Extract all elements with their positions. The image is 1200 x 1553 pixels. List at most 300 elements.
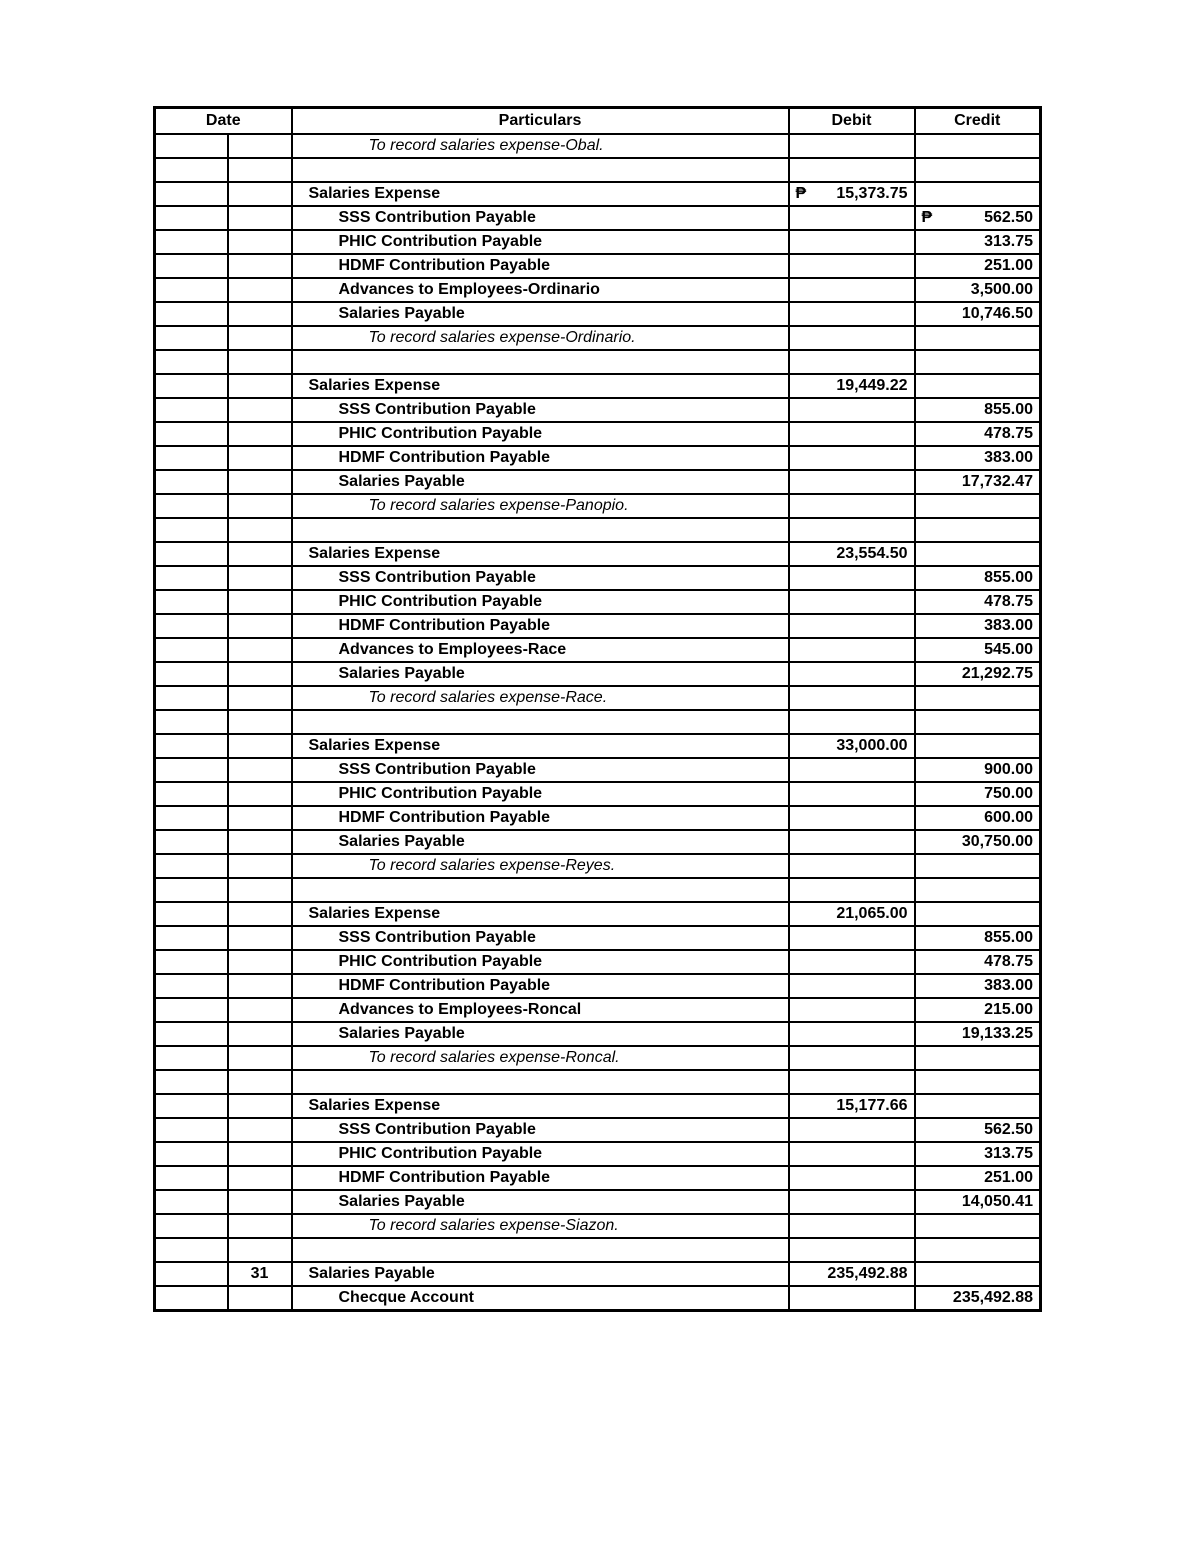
journal-row: [155, 1262, 1041, 1286]
day-cell: [228, 278, 292, 302]
particulars-cell: [292, 254, 789, 278]
memo-text: To record salaries expense-Race.: [368, 689, 608, 706]
credit-cell-value: 313.75: [984, 1145, 1033, 1162]
credit-cell: [915, 1238, 1041, 1262]
account-name: Salaries Payable: [338, 473, 465, 490]
credit-cell-value: 478.75: [984, 593, 1033, 610]
month-cell: [155, 542, 228, 566]
month-cell: [155, 710, 228, 734]
debit-cell-value: 21,065.00: [836, 905, 908, 922]
day-cell: [228, 1142, 292, 1166]
credit-cell: [915, 134, 1041, 158]
credit-cell: [915, 950, 1041, 974]
debit-cell: [789, 1094, 915, 1118]
debit-cell: [789, 422, 915, 446]
debit-cell: [789, 1286, 915, 1311]
particulars-cell: [292, 542, 789, 566]
credit-cell: [915, 350, 1041, 374]
particulars-cell: [292, 1214, 789, 1238]
account-name: Salaries Payable: [338, 665, 465, 682]
account-name: PHIC Contribution Payable: [338, 425, 543, 442]
particulars-cell: [292, 566, 789, 590]
credit-cell: [915, 470, 1041, 494]
month-cell: [155, 134, 228, 158]
month-cell: [155, 350, 228, 374]
memo-row: [155, 1214, 1041, 1238]
credit-cell-value: 900.00: [984, 761, 1033, 778]
month-cell: [155, 1238, 228, 1262]
journal-row: [155, 806, 1041, 830]
credit-cell-value: 383.00: [984, 449, 1033, 466]
month-cell: [155, 1214, 228, 1238]
day-cell: [228, 590, 292, 614]
month-cell: [155, 230, 228, 254]
day-cell: 31: [228, 1262, 292, 1286]
journal-row: [155, 422, 1041, 446]
blank-row: [155, 1238, 1041, 1262]
memo-row: [155, 326, 1041, 350]
journal-row: [155, 974, 1041, 998]
credit-cell-value: 545.00: [984, 641, 1033, 658]
credit-cell: [915, 398, 1041, 422]
month-cell: [155, 494, 228, 518]
particulars-cell: [292, 302, 789, 326]
day-cell: [228, 830, 292, 854]
day-cell: [228, 134, 292, 158]
day-cell: [228, 926, 292, 950]
debit-cell: [789, 638, 915, 662]
particulars-cell: [292, 998, 789, 1022]
day-cell: [228, 950, 292, 974]
account-name: Salaries Expense: [308, 905, 441, 922]
day-cell: [228, 854, 292, 878]
month-cell: [155, 830, 228, 854]
month-cell: [155, 854, 228, 878]
credit-cell: [915, 422, 1041, 446]
particulars-header: Particulars: [292, 108, 789, 135]
journal-row: [155, 446, 1041, 470]
account-name: SSS Contribution Payable: [338, 401, 536, 418]
credit-cell-value: 600.00: [984, 809, 1033, 826]
debit-cell: [789, 470, 915, 494]
day-cell: [228, 398, 292, 422]
particulars-cell: [292, 854, 789, 878]
debit-cell: [789, 806, 915, 830]
debit-cell: [789, 878, 915, 902]
journal-row: [155, 830, 1041, 854]
particulars-cell: [292, 470, 789, 494]
account-name: SSS Contribution Payable: [338, 1121, 536, 1138]
debit-cell: [789, 134, 915, 158]
journal-row: [155, 662, 1041, 686]
particulars-cell: [292, 662, 789, 686]
debit-cell: [789, 542, 915, 566]
credit-cell: [915, 758, 1041, 782]
day-cell: [228, 710, 292, 734]
account-name: Salaries Payable: [338, 1193, 465, 1210]
journal-row: [155, 590, 1041, 614]
journal-row: [155, 1094, 1041, 1118]
credit-cell: [915, 1190, 1041, 1214]
credit-cell-value: 855.00: [984, 401, 1033, 418]
memo-text: To record salaries expense-Obal.: [368, 137, 604, 154]
credit-cell: [915, 686, 1041, 710]
credit-cell: [915, 566, 1041, 590]
month-cell: [155, 998, 228, 1022]
credit-cell-value: 478.75: [984, 953, 1033, 970]
debit-cell: [789, 926, 915, 950]
journal-row: [155, 614, 1041, 638]
credit-cell: [915, 998, 1041, 1022]
day-cell: [228, 1214, 292, 1238]
journal-row: [155, 542, 1041, 566]
debit-cell: [789, 1214, 915, 1238]
day-cell: [228, 1070, 292, 1094]
journal-body: [155, 134, 1041, 1311]
day-cell: [228, 422, 292, 446]
particulars-cell: [292, 206, 789, 230]
credit-cell: [915, 830, 1041, 854]
currency-symbol: ₱: [795, 185, 807, 202]
day-cell: [228, 326, 292, 350]
journal-row: [155, 1286, 1041, 1311]
credit-cell: [915, 590, 1041, 614]
credit-cell: [915, 1286, 1041, 1311]
day-cell: [228, 518, 292, 542]
blank-row: [155, 518, 1041, 542]
debit-cell-value: 23,554.50: [836, 545, 908, 562]
particulars-cell: [292, 230, 789, 254]
credit-cell: [915, 806, 1041, 830]
day-cell: [228, 1046, 292, 1070]
debit-cell-value: 19,449.22: [836, 377, 908, 394]
particulars-cell: [292, 374, 789, 398]
memo-row: [155, 134, 1041, 158]
journal-row: [155, 206, 1041, 230]
credit-cell: [915, 1094, 1041, 1118]
credit-cell: [915, 254, 1041, 278]
credit-cell-value: 251.00: [984, 257, 1033, 274]
debit-cell: [789, 1022, 915, 1046]
account-name: HDMF Contribution Payable: [338, 1169, 551, 1186]
account-name: Salaries Payable: [338, 305, 465, 322]
particulars-cell: [292, 710, 789, 734]
account-name: HDMF Contribution Payable: [338, 809, 551, 826]
memo-row: [155, 494, 1041, 518]
day-cell: [228, 1094, 292, 1118]
day-cell: [228, 302, 292, 326]
month-cell: [155, 1190, 228, 1214]
debit-cell: [789, 398, 915, 422]
particulars-cell: [292, 1142, 789, 1166]
account-name: Advances to Employees-Roncal: [338, 1001, 582, 1018]
particulars-cell: [292, 1118, 789, 1142]
debit-cell: [789, 710, 915, 734]
particulars-cell: [292, 182, 789, 206]
debit-cell: [789, 1166, 915, 1190]
account-name: Salaries Expense: [308, 377, 441, 394]
day-cell: [228, 902, 292, 926]
month-cell: [155, 974, 228, 998]
month-cell: [155, 422, 228, 446]
credit-cell-value: 10,746.50: [961, 305, 1033, 322]
debit-cell: [789, 1190, 915, 1214]
journal-row: [155, 230, 1041, 254]
debit-cell: [789, 1142, 915, 1166]
account-name: Salaries Expense: [308, 737, 441, 754]
journal-row: [155, 1118, 1041, 1142]
blank-row: [155, 878, 1041, 902]
particulars-cell: [292, 518, 789, 542]
journal-row: [155, 1142, 1041, 1166]
credit-cell: [915, 710, 1041, 734]
credit-cell: [915, 854, 1041, 878]
month-cell: [155, 782, 228, 806]
account-name: Salaries Expense: [308, 1097, 441, 1114]
month-cell: [155, 326, 228, 350]
credit-cell-value: 313.75: [984, 233, 1033, 250]
debit-cell: [789, 1046, 915, 1070]
day-cell: [228, 614, 292, 638]
credit-cell: [915, 902, 1041, 926]
account-name: PHIC Contribution Payable: [338, 953, 543, 970]
particulars-cell: [292, 974, 789, 998]
day-cell: [228, 734, 292, 758]
credit-cell: [915, 1166, 1041, 1190]
debit-cell: [789, 974, 915, 998]
day-cell: [228, 662, 292, 686]
month-cell: [155, 926, 228, 950]
account-name: Salaries Expense: [308, 185, 441, 202]
credit-cell-value: 383.00: [984, 617, 1033, 634]
day-cell: [228, 446, 292, 470]
month-cell: [155, 398, 228, 422]
credit-cell-value: 478.75: [984, 425, 1033, 442]
memo-text: To record salaries expense-Panopio.: [368, 497, 629, 514]
credit-cell: [915, 446, 1041, 470]
month-cell: [155, 1262, 228, 1286]
credit-cell: [915, 782, 1041, 806]
particulars-cell: [292, 326, 789, 350]
particulars-cell: [292, 902, 789, 926]
particulars-cell: [292, 1166, 789, 1190]
account-name: Advances to Employees-Ordinario: [338, 281, 600, 298]
journal-row: [155, 734, 1041, 758]
credit-cell: [915, 158, 1041, 182]
debit-cell: [789, 230, 915, 254]
journal-row: [155, 374, 1041, 398]
debit-cell: [789, 782, 915, 806]
journal-row: [155, 758, 1041, 782]
debit-cell-value: 33,000.00: [836, 737, 908, 754]
month-cell: [155, 1286, 228, 1311]
credit-cell-value: 21,292.75: [961, 665, 1033, 682]
journal-row: [155, 782, 1041, 806]
credit-cell: [915, 878, 1041, 902]
credit-cell-value: 215.00: [984, 1001, 1033, 1018]
memo-text: To record salaries expense-Reyes.: [368, 857, 616, 874]
month-cell: [155, 374, 228, 398]
day-cell: [228, 638, 292, 662]
debit-cell: [789, 950, 915, 974]
account-name: Salaries Expense: [308, 545, 441, 562]
month-cell: [155, 734, 228, 758]
debit-cell: [789, 686, 915, 710]
month-cell: [155, 1118, 228, 1142]
debit-cell-value: 15,177.66: [836, 1097, 908, 1114]
day-cell: [228, 494, 292, 518]
date-header: Date: [155, 108, 292, 135]
account-name: HDMF Contribution Payable: [338, 449, 551, 466]
day-cell: [228, 878, 292, 902]
month-cell: [155, 206, 228, 230]
debit-cell: [789, 350, 915, 374]
debit-cell: [789, 1238, 915, 1262]
account-name: SSS Contribution Payable: [338, 761, 536, 778]
day-cell: [228, 350, 292, 374]
credit-cell-value: 235,492.88: [952, 1289, 1033, 1306]
credit-cell: [915, 734, 1041, 758]
credit-cell: [915, 638, 1041, 662]
particulars-cell: [292, 638, 789, 662]
month-cell: [155, 1166, 228, 1190]
blank-row: [155, 710, 1041, 734]
particulars-cell: [292, 926, 789, 950]
debit-cell: [789, 566, 915, 590]
particulars-cell: [292, 422, 789, 446]
month-cell: [155, 302, 228, 326]
account-name: Salaries Payable: [338, 1025, 465, 1042]
debit-cell: [789, 254, 915, 278]
month-cell: [155, 590, 228, 614]
journal-row: [155, 398, 1041, 422]
particulars-cell: [292, 878, 789, 902]
month-cell: [155, 662, 228, 686]
credit-cell-value: 30,750.00: [961, 833, 1033, 850]
credit-cell: [915, 926, 1041, 950]
credit-cell-value: 855.00: [984, 569, 1033, 586]
month-cell: [155, 1070, 228, 1094]
month-cell: [155, 158, 228, 182]
month-cell: [155, 1022, 228, 1046]
particulars-cell: [292, 446, 789, 470]
debit-cell: [789, 326, 915, 350]
account-name: SSS Contribution Payable: [338, 209, 536, 226]
debit-cell: [789, 590, 915, 614]
credit-cell-value: 383.00: [984, 977, 1033, 994]
credit-cell: [915, 1214, 1041, 1238]
particulars-cell: [292, 686, 789, 710]
blank-row: [155, 350, 1041, 374]
debit-cell: [789, 494, 915, 518]
month-cell: [155, 518, 228, 542]
journal-row: [155, 302, 1041, 326]
credit-cell: [915, 974, 1041, 998]
credit-cell: [915, 1070, 1041, 1094]
debit-cell: [789, 614, 915, 638]
debit-cell: [789, 1262, 915, 1286]
day-cell: [228, 566, 292, 590]
particulars-cell: [292, 614, 789, 638]
debit-cell-value: 235,492.88: [827, 1265, 908, 1282]
credit-cell: [915, 1142, 1041, 1166]
month-cell: [155, 566, 228, 590]
debit-cell: [789, 374, 915, 398]
month-cell: [155, 950, 228, 974]
month-cell: [155, 1046, 228, 1070]
debit-cell: [789, 446, 915, 470]
debit-cell: [789, 734, 915, 758]
account-name: HDMF Contribution Payable: [338, 617, 551, 634]
memo-text: To record salaries expense-Siazon.: [368, 1217, 619, 1234]
particulars-cell: [292, 734, 789, 758]
journal-row: [155, 470, 1041, 494]
debit-cell: [789, 302, 915, 326]
month-cell: [155, 446, 228, 470]
journal-table: [153, 106, 1042, 1312]
memo-text: To record salaries expense-Ordinario.: [368, 329, 636, 346]
day-cell: [228, 182, 292, 206]
debit-cell: [789, 158, 915, 182]
particulars-cell: [292, 1262, 789, 1286]
credit-cell: [915, 326, 1041, 350]
account-name: SSS Contribution Payable: [338, 929, 536, 946]
debit-cell: [789, 278, 915, 302]
debit-cell: [789, 1118, 915, 1142]
credit-cell: [915, 302, 1041, 326]
credit-cell: [915, 518, 1041, 542]
particulars-cell: [292, 1046, 789, 1070]
credit-cell: [915, 1118, 1041, 1142]
journal-row: [155, 254, 1041, 278]
debit-cell: [789, 206, 915, 230]
credit-cell-value: 251.00: [984, 1169, 1033, 1186]
account-name: Advances to Employees-Race: [338, 641, 567, 658]
memo-row: [155, 1046, 1041, 1070]
credit-cell-value: 750.00: [984, 785, 1033, 802]
blank-row: [155, 1070, 1041, 1094]
day-cell: [228, 974, 292, 998]
day-cell: [228, 806, 292, 830]
day-cell: [228, 230, 292, 254]
memo-row: [155, 686, 1041, 710]
memo-text: To record salaries expense-Roncal.: [368, 1049, 620, 1066]
account-name: Salaries Payable: [308, 1265, 435, 1282]
month-cell: [155, 686, 228, 710]
debit-cell: [789, 518, 915, 542]
header-row: [155, 108, 1041, 135]
day-cell: [228, 1238, 292, 1262]
credit-cell: [915, 230, 1041, 254]
particulars-cell: [292, 950, 789, 974]
particulars-cell: [292, 494, 789, 518]
credit-cell: [915, 614, 1041, 638]
debit-cell: [789, 182, 915, 206]
debit-cell: [789, 758, 915, 782]
particulars-cell: [292, 350, 789, 374]
particulars-cell: [292, 1094, 789, 1118]
debit-cell: [789, 662, 915, 686]
journal-row: [155, 950, 1041, 974]
debit-cell: [789, 854, 915, 878]
day-cell: [228, 758, 292, 782]
day-cell: [228, 206, 292, 230]
account-name: HDMF Contribution Payable: [338, 257, 551, 274]
day-cell: [228, 374, 292, 398]
particulars-cell: [292, 590, 789, 614]
particulars-cell: [292, 806, 789, 830]
particulars-cell: [292, 830, 789, 854]
